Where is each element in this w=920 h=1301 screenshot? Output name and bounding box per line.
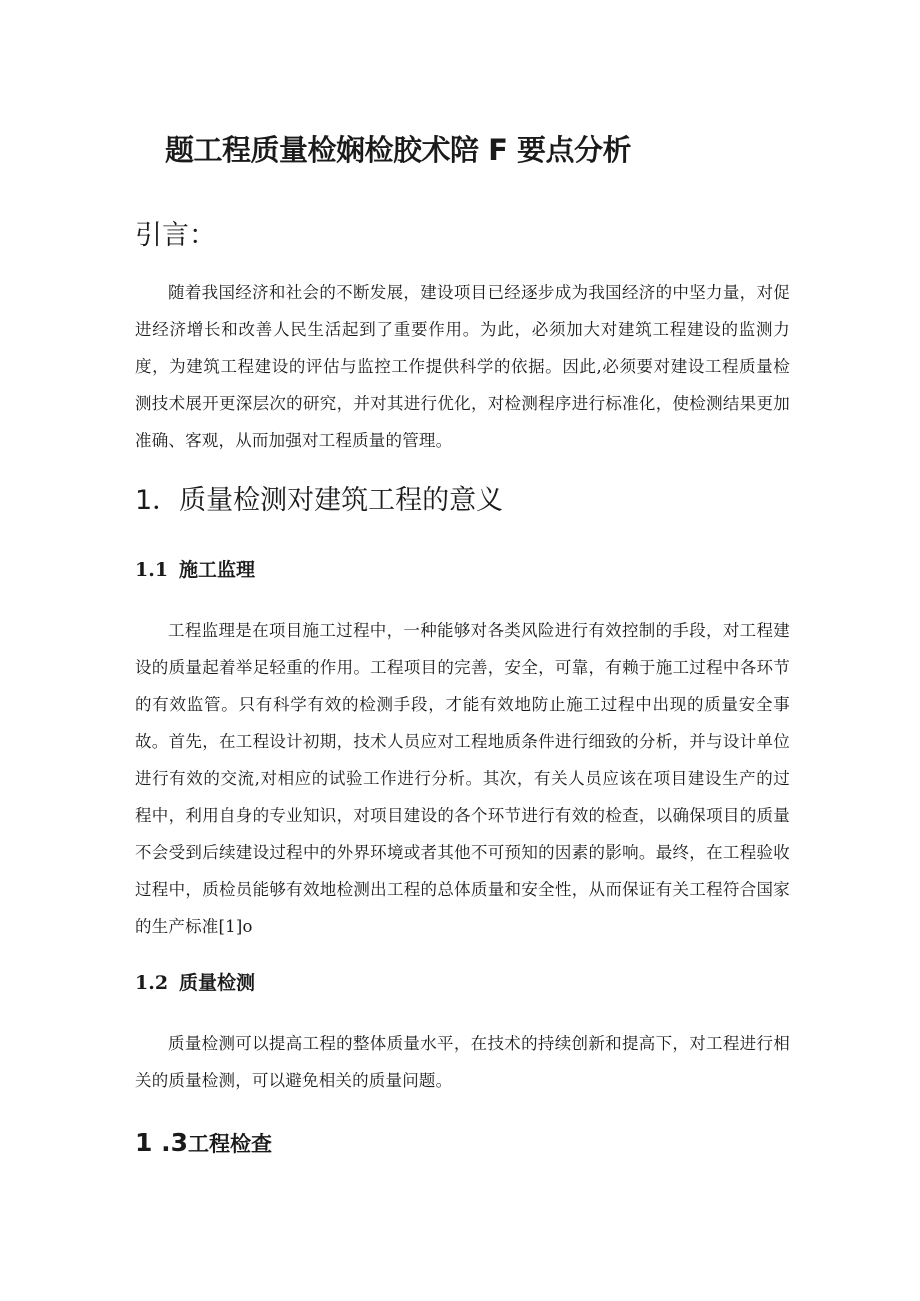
subsection-1-1-title: 施工监理: [179, 559, 256, 581]
section-1-heading: 1．质量检测对建筑工程的意义: [135, 485, 504, 516]
intro-heading: 引言：: [135, 220, 216, 251]
subsection-1-3-heading: [135, 1128, 272, 1158]
subsection-1-1-paragraph: 工程监理是在项目施工过程中，一种能够对各类风险进行有效控制的手段，对工程建设的质量起着举足轻重的作用。工程项目的完善，安全，可靠，有赖于施工过程中各环节的有效监管。只有科学有效的检测手段，才能有效地防止施工过程中出现的质量安全事故。首先，在工程设计初期，技术人员应对工程地质条件进行细致的分析，并与设计单位进行有效的交流,对相应的试验工作进行分析。其次，有关人员应该在项目建设生产的过程中，利用自身的专业知识，对项目建设的各个环节进行有效的检查，以确保项目的质量不会受到后续建设过程中的外界环境或者其他不可预知的因素的影响。最终，在工程验收过程中，质检员能够有效地检测出工程的总体质量和安全性，从而保证有关工程符合国家的生产标准[1]o: [135, 621, 790, 936]
subsection-1-1-heading: [135, 555, 255, 582]
subsection-1-2-title: 质量检测: [179, 972, 256, 994]
subsection-1-2-heading: [135, 968, 255, 995]
subsection-1-3-title: 工程检查: [188, 1132, 272, 1156]
subsection-1-3-number: 1 .3: [135, 1128, 188, 1157]
subsection-1-1-number: 1.1: [135, 559, 169, 581]
intro-paragraph: 随着我国经济和社会的不断发展，建设项目已经逐步成为我国经济的中坚力量，对促进经济增长和改善人民生活起到了重要作用。为此，必须加大对建筑工程建设的监测力度，为建筑工程建设的评估与监控工作提供科学的依据。因此,必须要对建设工程质量检测技术展开更深层次的研究，并对其进行优化，对检测程序进行标准化，使检测结果更加准确、客观，从而加强对工程质量的管理。: [135, 283, 790, 450]
document-title: 题工程质量检娴检胶术陪 F 要点分析: [165, 133, 632, 167]
subsection-1-2-paragraph: 质量检测可以提高工程的整体质量水平，在技术的持续创新和提高下，对工程进行相关的质量检测，可以避免相关的质量问题。: [135, 1034, 790, 1090]
subsection-1-2-number: 1.2: [135, 972, 169, 994]
